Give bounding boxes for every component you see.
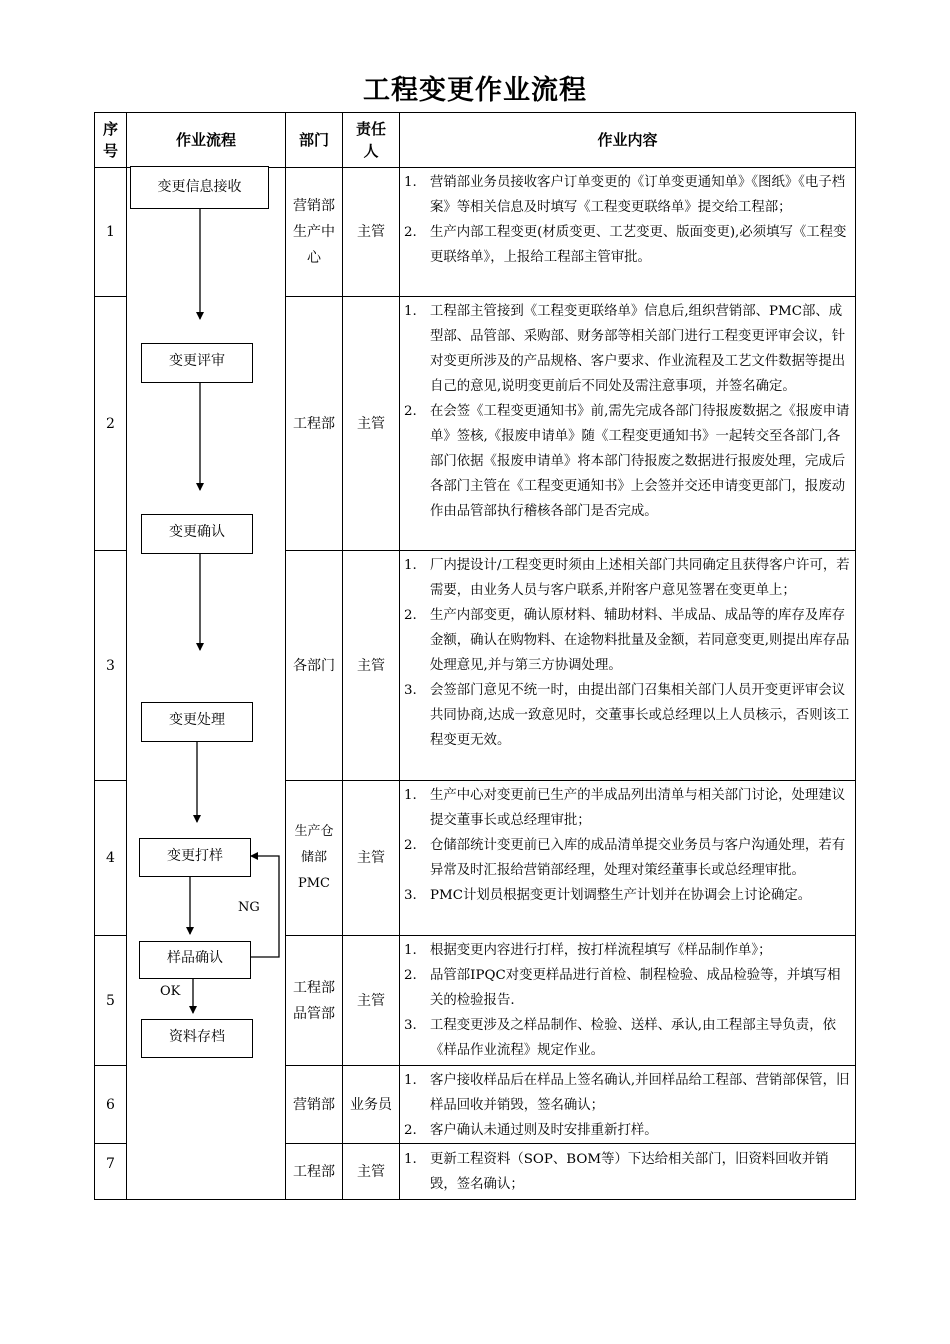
ng-label: NG [238,900,260,915]
list-item: 1. 生产中心对变更前已生产的半成品列出清单与相关部门讨论，处理建议提交董事长或总经理审批； [404,788,846,828]
header-content: 作业内容 [597,131,658,149]
list-item: 2. 客户确认未通过则及时安排重新打样。 [404,1123,658,1138]
row-dept: 工程部品管部 [293,979,335,1022]
row-seq: 7 [106,1156,115,1172]
row-seq: 6 [106,1096,115,1113]
row-dept: 生产仓储部PMC [294,824,334,891]
row-seq: 2 [106,415,115,432]
flow-box-confirm: 变更确认 [141,514,253,554]
flow-box-receive: 变更信息接收 [130,166,269,209]
row-dept: 营销部生产中心 [293,198,335,266]
list-item: 2. 生产内部变更，确认原材料、辅助材料、半成品、成品等的库存及库存金额，确认在购物料、在途物料批量及金额，若同意变更,则提出库存品处理意见,并与第三方协调处理。 [404,608,850,673]
list-item: 1. 更新工程资料（SOP、BOM等）下达给相关部门，旧资料回收并销毁，签名确认； [404,1152,829,1192]
header-flow: 作业流程 [175,131,236,149]
list-item: 2. 在会签《工程变更通知书》前,需先完成各部门待报废数据之《报废申请单》签核,《报废申请单》随《工程变更通知书》一起转交至各部门,各部门依据《报废申请单》将本部门待报废之数据进行报废处理，完成后各部门主管在《工程变更通知书》上会签并交还申请变更部门，报废动作由品管部执行稽核各部门是否完成。 [404,404,850,519]
row-dept: 各部门 [293,657,335,674]
list-item: 2. 仓储部统计变更前已入库的成品清单提交业务员与客户沟通处理，若有异常及时汇报给营销部经理，处理对策经董事长或总经理审批。 [404,838,846,878]
list-item: 1. 工程部主管接到《工程变更联络单》信息后,组织营销部、PMC部、成型部、品管部、采购部、财务部等相关部门进行工程变更评审会议，针对变更所涉及的产品规格、客户要求、作业流程及工艺文件数据等提出自己的意见,说明变更前后不同处及需注意事项，并签名确定。 [404,304,846,394]
row-dept: 工程部 [293,1163,335,1180]
header-dept: 部门 [298,131,329,149]
list-item: 1. 营销部业务员接收客户订单变更的《订单变更通知单》《图纸》《电子档案》等相关信息及时填写《工程变更联络单》提交给工程部； [404,175,846,215]
row-owner: 主管 [357,1163,385,1180]
list-item: 1. 根据变更内容进行打样，按打样流程填写《样品制作单》； [404,943,772,958]
list-item: 1. 客户接收样品后在样品上签名确认,并回样品给工程部、营销部保管，旧样品回收并销毁，签名确认； [404,1073,850,1113]
list-item: 3. 工程变更涉及之样品制作、检验、送样、承认,由工程部主导负责，依《样品作业流程》规定作业。 [404,1018,836,1058]
row-owner: 业务员 [350,1096,392,1113]
list-item: 1. 厂内提设计/工程变更时须由上述相关部门共同确定且获得客户许可，若需要，由业务人员与客户联系,并附客户意见签署在变更单上； [404,558,850,598]
flow-box-review: 变更评审 [141,343,253,383]
row-seq: 4 [106,850,115,866]
list-item: 2. 品管部IPQC对变更样品进行首检、制程检验、成品检验等，并填写相关的检验报告. [404,968,841,1008]
row-owner: 主管 [357,415,385,432]
header-seq: 序号 [102,120,118,160]
row-dept: 工程部 [293,415,335,432]
row-seq: 3 [106,657,115,674]
row-owner: 主管 [357,992,385,1009]
row-owner: 主管 [357,224,385,240]
header-owner: 责任人 [355,120,386,160]
flow-box-proofing: 变更打样 [139,838,251,877]
row-owner: 主管 [357,850,385,866]
flow-box-sample-confirm: 样品确认 [139,941,251,979]
list-item: 3. PMC计划员根据变更计划调整生产计划并在协调会上讨论确定。 [404,888,812,903]
page-title: 工程变更作业流程 [363,75,587,106]
flow-box-process: 变更处理 [141,702,253,742]
list-item: 2. 生产内部工程变更(材质变更、工艺变更、版面变更),必须填写《工程变更联络单》，上报给工程部主管审批。 [404,225,847,265]
row-seq: 1 [106,224,115,240]
row-seq: 5 [106,992,115,1009]
row-dept: 营销部 [293,1096,335,1113]
row-owner: 主管 [357,657,385,674]
ok-label: OK [160,984,181,999]
list-item: 3. 会签部门意见不统一时，由提出部门召集相关部门人员开变更评审会议共同协商,达成一致意见时，交董事长或总经理以上人员核示，否则该工程变更无效。 [404,683,850,748]
flow-box-archive: 资料存档 [141,1019,253,1058]
